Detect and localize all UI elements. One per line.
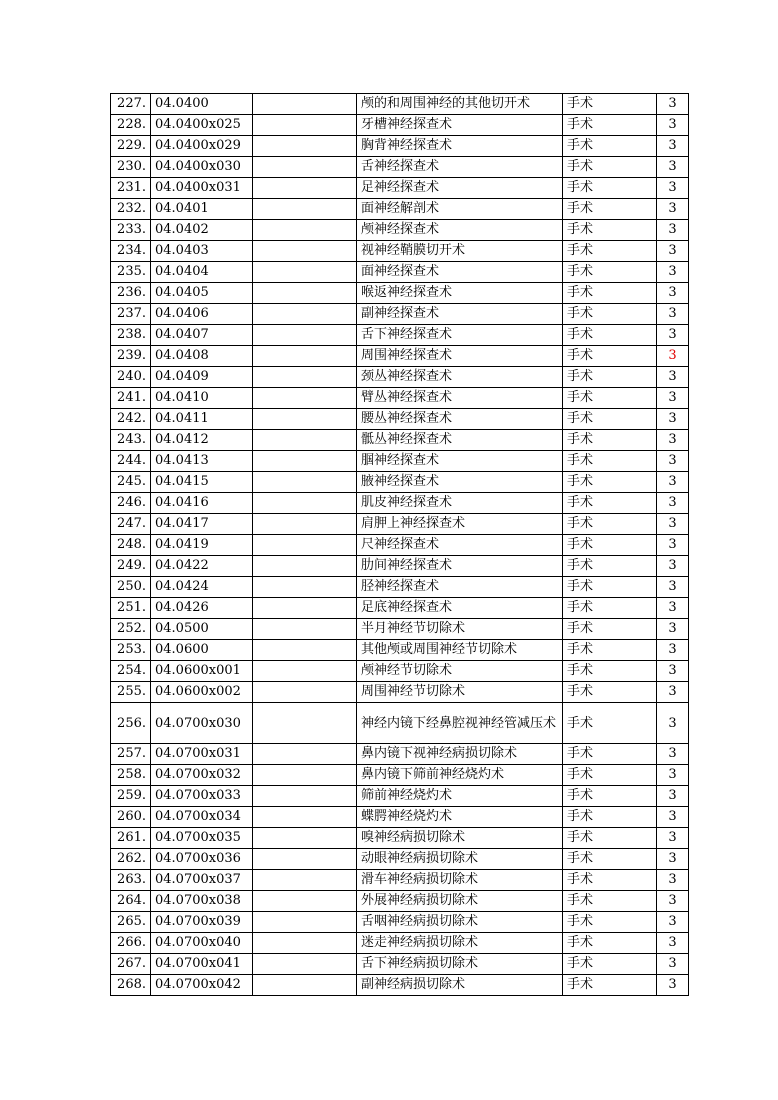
procedure-name-cell: 颈丛神经探查术 [357,367,563,388]
table-row [111,115,689,136]
row-number-cell: 256. [111,703,151,744]
procedure-code-cell: 04.0700x042 [151,975,253,996]
procedure-type-cell: 手术 [563,241,657,262]
procedure-type-cell: 手术 [563,703,657,744]
row-number-cell: 233. [111,220,151,241]
procedure-type-cell: 手术 [563,870,657,891]
table-row [111,744,689,765]
extra-code-cell [253,367,357,388]
row-number-cell: 236. [111,283,151,304]
procedure-code-cell: 04.0416 [151,493,253,514]
table-row [111,535,689,556]
extra-code-cell [253,304,357,325]
procedure-grade-cell: 3 [657,891,689,912]
table-row [111,262,689,283]
extra-code-cell [253,493,357,514]
procedure-name-cell: 肋间神经探查术 [357,556,563,577]
procedure-type-cell: 手术 [563,577,657,598]
procedure-grade-cell: 3 [657,367,689,388]
procedure-code-cell: 04.0415 [151,472,253,493]
procedure-type-cell: 手术 [563,933,657,954]
extra-code-cell [253,262,357,283]
extra-code-cell [253,241,357,262]
table-row [111,451,689,472]
procedure-name-cell: 舌咽神经病损切除术 [357,912,563,933]
row-number-cell: 248. [111,535,151,556]
row-number-cell: 254. [111,661,151,682]
procedure-type-cell: 手术 [563,199,657,220]
procedure-type-cell: 手术 [563,975,657,996]
row-number-cell: 240. [111,367,151,388]
procedure-code-cell: 04.0407 [151,325,253,346]
procedure-code-cell: 04.0700x033 [151,786,253,807]
row-number-cell: 261. [111,828,151,849]
procedure-type-cell: 手术 [563,682,657,703]
procedure-name-cell: 周围神经节切除术 [357,682,563,703]
procedure-type-cell: 手术 [563,325,657,346]
procedure-grade-cell: 3 [657,535,689,556]
procedure-code-cell: 04.0700x040 [151,933,253,954]
extra-code-cell [253,136,357,157]
table-row [111,514,689,535]
procedure-name-cell: 动眼神经病损切除术 [357,849,563,870]
procedure-code-cell: 04.0422 [151,556,253,577]
procedure-code-cell: 04.0500 [151,619,253,640]
table-row [111,640,689,661]
row-number-cell: 228. [111,115,151,136]
table-row [111,283,689,304]
procedure-grade-cell: 3 [657,682,689,703]
procedure-grade-cell: 3 [657,115,689,136]
row-number-cell: 241. [111,388,151,409]
procedure-name-cell: 神经内镜下经鼻腔视神经管减压术 [357,703,563,744]
procedure-type-cell: 手术 [563,807,657,828]
row-number-cell: 227. [111,94,151,115]
extra-code-cell [253,220,357,241]
extra-code-cell [253,598,357,619]
table-row [111,556,689,577]
procedure-name-cell: 嗅神经病损切除术 [357,828,563,849]
procedure-grade-cell: 3 [657,954,689,975]
extra-code-cell [253,661,357,682]
table-row [111,975,689,996]
table-row [111,325,689,346]
procedure-grade-cell: 3 [657,472,689,493]
row-number-cell: 250. [111,577,151,598]
procedure-code-cell: 04.0400x030 [151,157,253,178]
procedure-type-cell: 手术 [563,451,657,472]
procedure-name-cell: 外展神经病损切除术 [357,891,563,912]
procedure-name-cell: 腰丛神经探查术 [357,409,563,430]
procedure-grade-cell: 3 [657,325,689,346]
row-number-cell: 245. [111,472,151,493]
procedure-code-cell: 04.0405 [151,283,253,304]
procedure-grade-cell: 3 [657,703,689,744]
procedure-code-cell: 04.0600 [151,640,253,661]
procedure-code-cell: 04.0424 [151,577,253,598]
row-number-cell: 238. [111,325,151,346]
extra-code-cell [253,975,357,996]
procedure-type-cell: 手术 [563,94,657,115]
extra-code-cell [253,619,357,640]
procedure-grade-cell: 3 [657,136,689,157]
procedure-name-cell: 面神经探查术 [357,262,563,283]
table-row [111,954,689,975]
procedure-code-cell: 04.0413 [151,451,253,472]
procedure-grade-cell: 3 [657,220,689,241]
row-number-cell: 251. [111,598,151,619]
procedure-code-cell: 04.0700x039 [151,912,253,933]
procedure-type-cell: 手术 [563,430,657,451]
extra-code-cell [253,786,357,807]
table-row [111,661,689,682]
procedure-code-cell: 04.0700x030 [151,703,253,744]
procedure-grade-cell: 3 [657,514,689,535]
procedure-code-cell: 04.0408 [151,346,253,367]
procedure-grade-cell: 3 [657,870,689,891]
procedure-name-cell: 足神经探查术 [357,178,563,199]
procedure-type-cell: 手术 [563,220,657,241]
procedure-type-cell: 手术 [563,598,657,619]
procedure-name-cell: 颅神经探查术 [357,220,563,241]
extra-code-cell [253,807,357,828]
procedure-name-cell: 其他颅或周围神经节切除术 [357,640,563,661]
procedure-type-cell: 手术 [563,954,657,975]
procedure-grade-cell: 3 [657,262,689,283]
row-number-cell: 267. [111,954,151,975]
row-number-cell: 232. [111,199,151,220]
procedure-type-cell: 手术 [563,157,657,178]
procedure-code-cell: 04.0700x038 [151,891,253,912]
procedure-grade-cell: 3 [657,661,689,682]
procedure-grade-cell: 3 [657,556,689,577]
procedure-type-cell: 手术 [563,367,657,388]
procedure-code-cell: 04.0700x036 [151,849,253,870]
extra-code-cell [253,178,357,199]
procedure-code-cell: 04.0700x037 [151,870,253,891]
procedure-grade-cell: 3 [657,199,689,220]
procedure-type-cell: 手术 [563,472,657,493]
row-number-cell: 253. [111,640,151,661]
row-number-cell: 239. [111,346,151,367]
procedure-code-cell: 04.0600x002 [151,682,253,703]
table-row [111,849,689,870]
procedure-type-cell: 手术 [563,283,657,304]
procedure-grade-cell: 3 [657,178,689,199]
row-number-cell: 243. [111,430,151,451]
procedure-name-cell: 肩胛上神经探查术 [357,514,563,535]
procedure-type-cell: 手术 [563,304,657,325]
procedure-grade-cell: 3 [657,933,689,954]
procedure-code-cell: 04.0700x032 [151,765,253,786]
procedure-code-cell: 04.0404 [151,262,253,283]
procedure-code-cell: 04.0412 [151,430,253,451]
extra-code-cell [253,451,357,472]
extra-code-cell [253,765,357,786]
extra-code-cell [253,388,357,409]
procedure-name-cell: 鼻内镜下视神经病损切除术 [357,744,563,765]
procedure-code-cell: 04.0406 [151,304,253,325]
table-row [111,94,689,115]
procedure-code-cell: 04.0419 [151,535,253,556]
procedure-name-cell: 面神经解剖术 [357,199,563,220]
extra-code-cell [253,703,357,744]
procedure-grade-cell: 3 [657,94,689,115]
procedure-grade-cell: 3 [657,786,689,807]
procedure-code-cell: 04.0700x031 [151,744,253,765]
procedure-name-cell: 半月神经节切除术 [357,619,563,640]
extra-code-cell [253,94,357,115]
procedure-code-cell: 04.0700x041 [151,954,253,975]
extra-code-cell [253,933,357,954]
procedure-grade-cell: 3 [657,409,689,430]
table-row [111,220,689,241]
procedure-grade-cell: 3 [657,493,689,514]
extra-code-cell [253,912,357,933]
extra-code-cell [253,115,357,136]
row-number-cell: 235. [111,262,151,283]
procedure-name-cell: 周围神经探查术 [357,346,563,367]
table-row [111,682,689,703]
procedure-type-cell: 手术 [563,849,657,870]
procedure-grade-cell: 3 [657,577,689,598]
procedure-name-cell: 副神经探查术 [357,304,563,325]
row-number-cell: 242. [111,409,151,430]
procedure-grade-cell: 3 [657,388,689,409]
procedure-grade-cell: 3 [657,241,689,262]
procedure-grade-cell: 3 [657,828,689,849]
extra-code-cell [253,199,357,220]
table-row [111,828,689,849]
row-number-cell: 244. [111,451,151,472]
extra-code-cell [253,744,357,765]
procedure-name-cell: 牙槽神经探查术 [357,115,563,136]
procedure-code-cell: 04.0402 [151,220,253,241]
row-number-cell: 237. [111,304,151,325]
procedure-name-cell: 肌皮神经探查术 [357,493,563,514]
procedure-name-cell: 舌下神经病损切除术 [357,954,563,975]
row-number-cell: 263. [111,870,151,891]
procedure-grade-cell: 3 [657,283,689,304]
procedure-type-cell: 手术 [563,640,657,661]
procedure-grade-cell: 3 [657,975,689,996]
table-row [111,430,689,451]
procedure-grade-cell: 3 [657,430,689,451]
extra-code-cell [253,430,357,451]
table-row [111,136,689,157]
procedure-grade-cell: 3 [657,619,689,640]
procedure-type-cell: 手术 [563,765,657,786]
procedure-name-cell: 筛前神经烧灼术 [357,786,563,807]
procedure-type-cell: 手术 [563,912,657,933]
extra-code-cell [253,870,357,891]
extra-code-cell [253,828,357,849]
row-number-cell: 265. [111,912,151,933]
procedure-type-cell: 手术 [563,744,657,765]
procedure-code-cell: 04.0401 [151,199,253,220]
procedure-name-cell: 喉返神经探查术 [357,283,563,304]
procedure-type-cell: 手术 [563,178,657,199]
procedure-grade-cell: 3 [657,849,689,870]
table-row [111,178,689,199]
table-row [111,703,689,744]
procedure-type-cell: 手术 [563,514,657,535]
procedure-type-cell: 手术 [563,409,657,430]
procedure-code-cell: 04.0400x025 [151,115,253,136]
procedure-grade-cell: 3 [657,157,689,178]
procedure-name-cell: 颅的和周围神经的其他切开术 [357,94,563,115]
procedure-code-cell: 04.0411 [151,409,253,430]
procedure-name-cell: 颅神经节切除术 [357,661,563,682]
row-number-cell: 268. [111,975,151,996]
row-number-cell: 230. [111,157,151,178]
extra-code-cell [253,472,357,493]
procedure-grade-cell: 3 [657,807,689,828]
procedure-name-cell: 腘神经探查术 [357,451,563,472]
procedure-grade-cell: 3 [657,598,689,619]
table-row [111,807,689,828]
procedure-name-cell: 视神经鞘膜切开术 [357,241,563,262]
extra-code-cell [253,157,357,178]
table-row [111,786,689,807]
procedure-type-cell: 手术 [563,661,657,682]
extra-code-cell [253,535,357,556]
table-row [111,619,689,640]
table-row [111,870,689,891]
row-number-cell: 252. [111,619,151,640]
table-row [111,598,689,619]
table-row [111,891,689,912]
extra-code-cell [253,409,357,430]
extra-code-cell [253,514,357,535]
procedure-name-cell: 滑车神经病损切除术 [357,870,563,891]
procedure-grade-cell: 3 [657,451,689,472]
row-number-cell: 266. [111,933,151,954]
procedure-name-cell: 腋神经探查术 [357,472,563,493]
procedure-code-cell: 04.0600x001 [151,661,253,682]
row-number-cell: 247. [111,514,151,535]
procedure-type-cell: 手术 [563,388,657,409]
table-row [111,367,689,388]
table-row [111,765,689,786]
procedure-code-cell: 04.0403 [151,241,253,262]
procedure-grade-cell: 3 [657,744,689,765]
procedure-code-cell: 04.0417 [151,514,253,535]
procedure-code-cell: 04.0400 [151,94,253,115]
table-row [111,346,689,367]
table-row [111,472,689,493]
table-row [111,409,689,430]
procedure-code-cell: 04.0410 [151,388,253,409]
procedure-type-cell: 手术 [563,346,657,367]
extra-code-cell [253,954,357,975]
procedure-grade-cell: 3 [657,912,689,933]
procedure-name-cell: 迷走神经病损切除术 [357,933,563,954]
procedure-name-cell: 胸背神经探查术 [357,136,563,157]
procedure-code-cell: 04.0700x035 [151,828,253,849]
procedure-name-cell: 胫神经探查术 [357,577,563,598]
procedure-type-cell: 手术 [563,493,657,514]
row-number-cell: 259. [111,786,151,807]
procedure-type-cell: 手术 [563,786,657,807]
procedure-grade-cell: 3 [657,765,689,786]
procedure-name-cell: 鼻内镜下筛前神经烧灼术 [357,765,563,786]
table-row [111,241,689,262]
row-number-cell: 246. [111,493,151,514]
row-number-cell: 249. [111,556,151,577]
table-row [111,157,689,178]
table-row [111,577,689,598]
procedure-type-cell: 手术 [563,136,657,157]
procedure-code-cell: 04.0400x029 [151,136,253,157]
extra-code-cell [253,556,357,577]
row-number-cell: 264. [111,891,151,912]
extra-code-cell [253,640,357,661]
table-body [111,94,689,996]
row-number-cell: 229. [111,136,151,157]
procedure-name-cell: 蝶腭神经烧灼术 [357,807,563,828]
procedure-grade-cell: 3 [657,304,689,325]
procedure-grade-cell: 3 [657,640,689,661]
procedure-code-cell: 04.0400x031 [151,178,253,199]
procedure-type-cell: 手术 [563,535,657,556]
row-number-cell: 258. [111,765,151,786]
procedure-type-cell: 手术 [563,619,657,640]
row-number-cell: 257. [111,744,151,765]
table-row [111,304,689,325]
extra-code-cell [253,346,357,367]
row-number-cell: 260. [111,807,151,828]
procedure-type-cell: 手术 [563,828,657,849]
extra-code-cell [253,325,357,346]
procedure-name-cell: 足底神经探查术 [357,598,563,619]
extra-code-cell [253,849,357,870]
procedure-type-cell: 手术 [563,556,657,577]
table-row [111,933,689,954]
extra-code-cell [253,577,357,598]
procedure-name-cell: 尺神经探查术 [357,535,563,556]
table-row [111,493,689,514]
procedure-code-cell: 04.0426 [151,598,253,619]
extra-code-cell [253,682,357,703]
procedure-name-cell: 舌下神经探查术 [357,325,563,346]
extra-code-cell [253,891,357,912]
procedure-type-cell: 手术 [563,891,657,912]
procedure-code-cell: 04.0409 [151,367,253,388]
extra-code-cell [253,283,357,304]
row-number-cell: 262. [111,849,151,870]
procedure-code-table [110,93,689,996]
procedure-name-cell: 副神经病损切除术 [357,975,563,996]
procedure-code-cell: 04.0700x034 [151,807,253,828]
table-row [111,388,689,409]
row-number-cell: 234. [111,241,151,262]
procedure-type-cell: 手术 [563,115,657,136]
procedure-name-cell: 骶丛神经探查术 [357,430,563,451]
procedure-name-cell: 舌神经探查术 [357,157,563,178]
table-row [111,199,689,220]
procedure-name-cell: 臂丛神经探查术 [357,388,563,409]
procedure-grade-cell: 3 [657,346,689,367]
table-row [111,912,689,933]
procedure-type-cell: 手术 [563,262,657,283]
row-number-cell: 231. [111,178,151,199]
row-number-cell: 255. [111,682,151,703]
